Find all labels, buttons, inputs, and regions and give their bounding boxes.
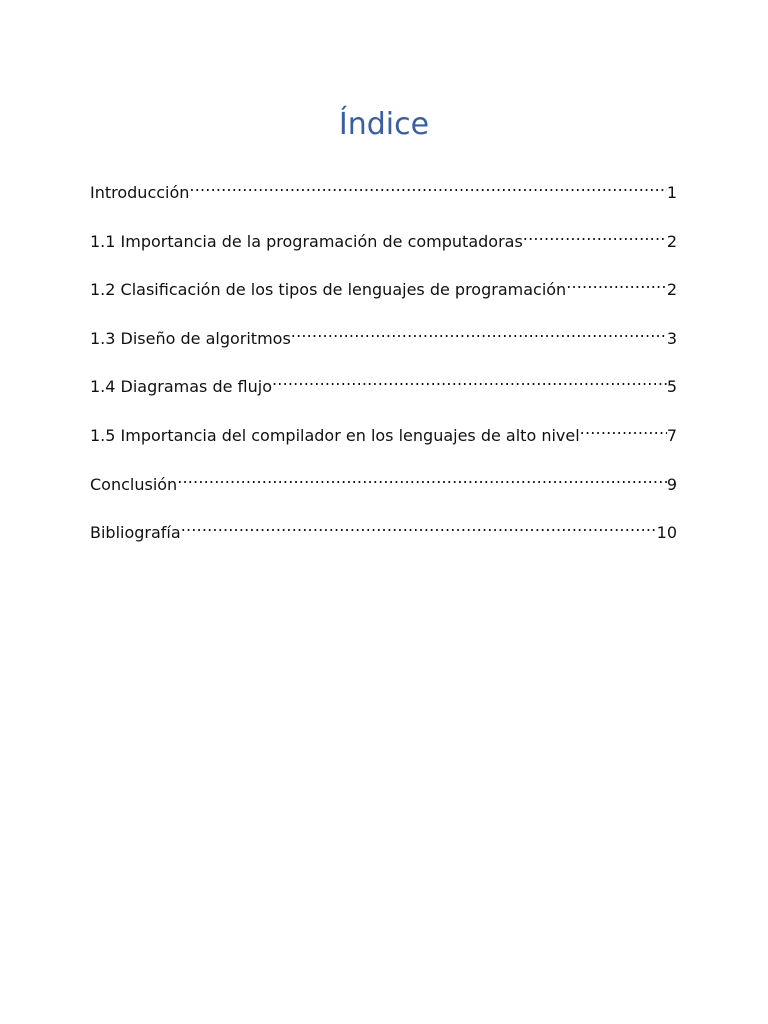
- toc-entry-1-3: [90, 320, 677, 369]
- page-title: Índice: [338, 107, 430, 142]
- toc-dot-leader: [177, 466, 667, 490]
- toc-entry-text: 1.2 Clasificación de los tipos de lenguajes de programación: [90, 280, 567, 300]
- toc-page-number: 10: [656, 523, 677, 543]
- toc-dot-leader: [523, 223, 667, 247]
- toc-entry-1-2: [90, 271, 677, 320]
- toc-dot-leader: [566, 271, 667, 295]
- toc-entry-text: Introducción: [90, 183, 190, 202]
- toc-entry-1-4: [90, 368, 677, 417]
- toc-page-number: 5: [666, 377, 677, 397]
- toc-entry-1-1: [90, 223, 677, 272]
- toc-entry-introduccion: [90, 174, 677, 223]
- toc-page-number: 9: [666, 474, 677, 494]
- toc-dot-leader: [189, 174, 666, 198]
- toc-entry-text: 1.5 Importancia del compilador en los lenguajes de alto nivel: [90, 425, 580, 445]
- toc-entry-text: 1.1 Importancia de la programación de computadoras: [90, 231, 523, 251]
- toc-dot-leader: [291, 320, 667, 344]
- toc-dot-leader: [580, 417, 667, 441]
- toc-page-number: 7: [666, 425, 677, 445]
- table-of-contents: [90, 174, 677, 563]
- toc-page-number: 2: [666, 231, 677, 251]
- toc-dot-leader: [272, 368, 667, 392]
- toc-entry-text: Bibliografía: [90, 523, 181, 543]
- toc-entry-1-5: [90, 417, 677, 466]
- toc-page-number: 2: [666, 280, 677, 300]
- toc-page-number: 1: [666, 183, 677, 202]
- toc-entry-text: Conclusión: [90, 474, 178, 494]
- toc-entry-text: 1.4 Diagramas de flujo: [90, 377, 272, 397]
- toc-dot-leader: [181, 514, 657, 538]
- toc-entry-text: 1.3 Diseño de algoritmos: [90, 328, 291, 348]
- toc-entry-bibliografia: [90, 514, 677, 563]
- toc-entry-conclusion: [90, 466, 677, 515]
- toc-page-number: 3: [666, 328, 677, 348]
